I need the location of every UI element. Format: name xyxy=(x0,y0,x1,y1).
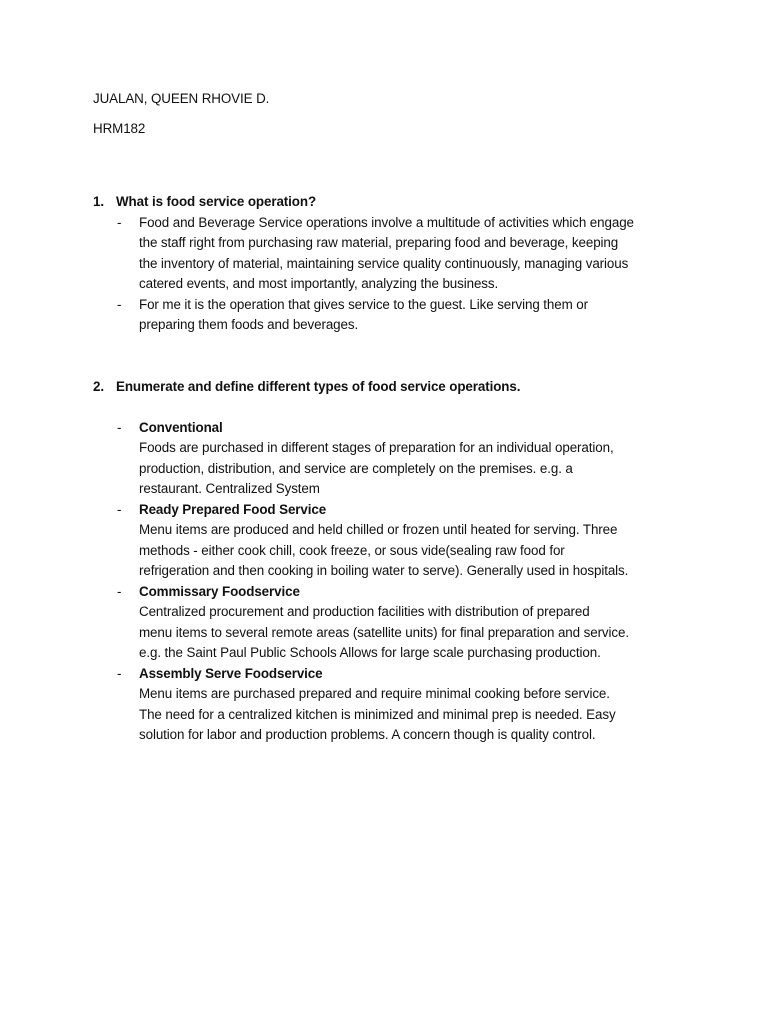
type-description-line: menu items to several remote areas (satellite units) for final preparation and service. xyxy=(139,625,629,640)
type-description-line: e.g. the Saint Paul Public Schools Allows for large scale purchasing production. xyxy=(139,645,601,660)
type-description-line: Menu items are produced and held chilled or frozen until heated for serving. Three xyxy=(139,522,618,537)
bullet-dash: - xyxy=(117,297,122,312)
answer-line: preparing them foods and beverages. xyxy=(139,317,359,332)
type-name: Ready Prepared Food Service xyxy=(139,502,327,517)
type-name: Conventional xyxy=(139,420,223,435)
type-description-line: The need for a centralized kitchen is minimized and minimal prep is needed. Easy xyxy=(139,707,616,722)
type-description-line: production, distribution, and service are completely on the premises. e.g. a xyxy=(139,461,573,476)
answer-line: Food and Beverage Service operations involve a multitude of activities which engage xyxy=(139,215,634,230)
type-name: Commissary Foodservice xyxy=(139,584,300,599)
bullet-dash: - xyxy=(117,215,122,230)
question-title: What is food service operation? xyxy=(116,194,317,209)
type-description-line: restaurant. Centralized System xyxy=(139,481,320,496)
answer-line: the staff right from purchasing raw material, preparing food and beverage, keeping xyxy=(139,235,619,250)
bullet-dash: - xyxy=(117,666,122,681)
type-description-line: solution for labor and production problems. A concern though is quality control. xyxy=(139,727,596,742)
bullet-dash: - xyxy=(117,502,122,517)
bullet-dash: - xyxy=(117,584,122,599)
question-title: Enumerate and define different types of food service operations. xyxy=(116,379,521,394)
type-description-line: Centralized procurement and production facilities with distribution of prepared xyxy=(139,604,590,619)
type-description-line: refrigeration and then cooking in boiling water to serve). Generally used in hospitals. xyxy=(139,563,629,578)
question-number: 2. xyxy=(93,379,104,394)
course-code: HRM182 xyxy=(93,121,146,136)
type-description-line: Foods are purchased in different stages of preparation for an individual operation, xyxy=(139,440,614,455)
answer-line: the inventory of material, maintaining service quality continuously, managing various xyxy=(139,256,629,271)
question-number: 1. xyxy=(93,194,104,209)
student-name: JUALAN, QUEEN RHOVIE D. xyxy=(93,91,270,106)
answer-line: For me it is the operation that gives service to the guest. Like serving them or xyxy=(139,297,588,312)
bullet-dash: - xyxy=(117,420,122,435)
answer-line: catered events, and most importantly, analyzing the business. xyxy=(139,276,499,291)
type-description-line: Menu items are purchased prepared and require minimal cooking before service. xyxy=(139,686,610,701)
type-name: Assembly Serve Foodservice xyxy=(139,666,323,681)
type-description-line: methods - either cook chill, cook freeze, or sous vide(sealing raw food for xyxy=(139,543,565,558)
